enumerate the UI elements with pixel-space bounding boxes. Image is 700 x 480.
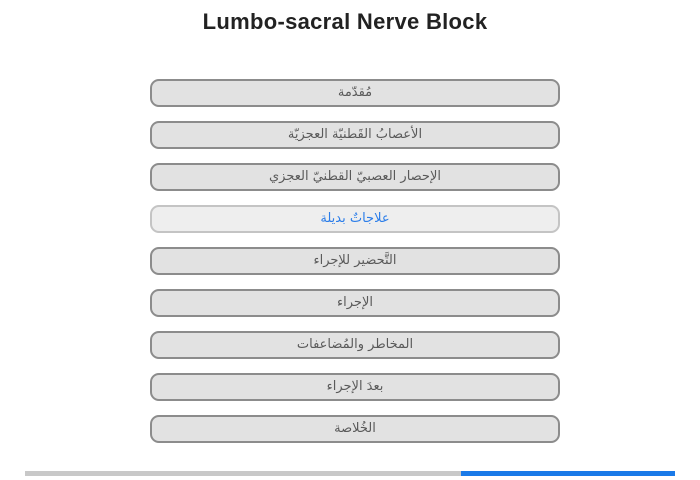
- menu-item-risks-complications[interactable]: المخاطر والمُضاعفات: [150, 331, 560, 359]
- menu-item-procedure[interactable]: الإجراء: [150, 289, 560, 317]
- menu-item-summary[interactable]: الخُلاصة: [150, 415, 560, 443]
- progress-bar-fill: [461, 471, 676, 476]
- menu-item-alternative-treatments[interactable]: علاجاتٌ بديلة: [150, 205, 560, 233]
- menu-item-lumbosacral-nerve-block[interactable]: الإحصار العصبيّ القطنيّ العجزي: [150, 163, 560, 191]
- menu-item-lumbosacral-nerves[interactable]: الأعصابُ القَطنيّة العجزيّة: [150, 121, 560, 149]
- chapter-menu: [150, 79, 560, 457]
- menu-item-after-procedure[interactable]: بعدَ الإجراء: [150, 373, 560, 401]
- menu-item-preparation[interactable]: التَّحضير للإجراء: [150, 247, 560, 275]
- page-title: Lumbo-sacral Nerve Block: [202, 9, 488, 34]
- menu-item-introduction[interactable]: مُقدّمة: [150, 79, 560, 107]
- progress-bar: [25, 471, 675, 476]
